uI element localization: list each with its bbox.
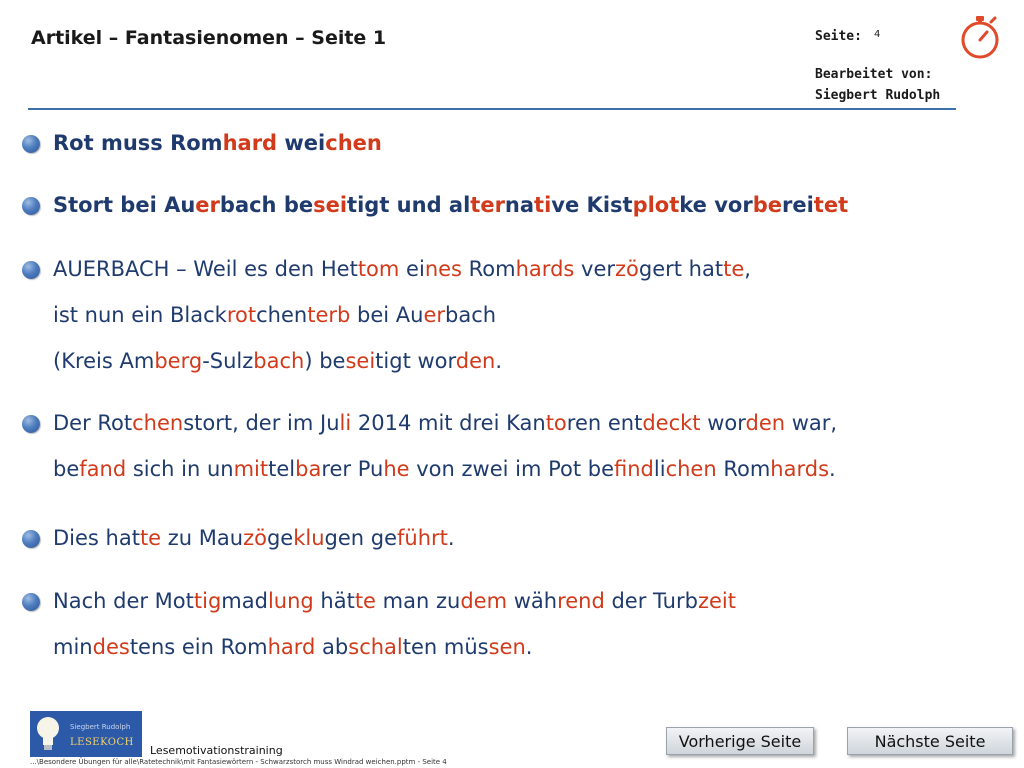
syllable-highlight: tig [193, 589, 222, 613]
syllable-text: 2014 mit drei Kan [351, 411, 546, 435]
syllable-text: ei [399, 257, 425, 281]
syllable-text: bei Au [350, 303, 424, 327]
syllable-highlight: rend [557, 589, 605, 613]
syllable-highlight: hard [222, 131, 278, 155]
syllable-highlight: berg [154, 349, 203, 373]
syllable-text: . [829, 457, 836, 481]
syllable-highlight: tom [357, 257, 400, 281]
syllable-highlight: be [752, 193, 782, 217]
syllable-text: der Turb [604, 589, 698, 613]
previous-page-button[interactable]: Vorherige Seite [666, 727, 814, 755]
syllable-text: man zu [375, 589, 461, 613]
syllable-text: wor [700, 411, 746, 435]
syllable-text: sich in un [126, 457, 234, 481]
syllable-highlight: lung [267, 589, 314, 613]
syllable-highlight: zö [243, 526, 267, 550]
paragraph-line [53, 130, 382, 156]
syllable-highlight: führt [397, 526, 448, 550]
syllable-highlight: er [423, 303, 446, 327]
paragraph-line [53, 456, 836, 482]
syllable-text: ren ent [566, 411, 643, 435]
syllable-highlight: ter [470, 193, 505, 217]
syllable-highlight: fand [79, 457, 127, 481]
syllable-text: Nach der Mot [53, 589, 194, 613]
syllable-text: Rot muss Rom [53, 131, 223, 155]
syllable-text: ver [574, 257, 616, 281]
syllable-text: ve Kist [551, 193, 633, 217]
syllable-text: von zwei im Pot be [409, 457, 615, 481]
next-page-button[interactable]: Nächste Seite [847, 727, 1013, 755]
syllable-text: . [495, 349, 503, 373]
syllable-text: -Sulz [202, 349, 254, 373]
logo-author: Siegbert Rudolph [70, 723, 131, 731]
lesekoch-logo [30, 711, 142, 757]
syllable-text: Der Rot [53, 411, 133, 435]
bullet-icon [22, 593, 40, 611]
bullet-icon [22, 415, 40, 433]
syllable-highlight: zö [615, 257, 639, 281]
paragraph-line [53, 348, 502, 374]
paragraph-line [53, 192, 848, 218]
syllable-text: tigt und al [347, 193, 471, 217]
syllable-text: ke vor [679, 193, 753, 217]
syllable-text: Dies hat [53, 526, 140, 550]
syllable-text: chen [256, 303, 308, 327]
edited-by-label: Bearbeitet von: [815, 67, 933, 82]
paragraph-line [53, 256, 751, 282]
syllable-text: ist nun ein Black [53, 303, 227, 327]
syllable-text: ten müs [402, 635, 489, 659]
page-number-label: Seite: [815, 29, 862, 44]
author-name: Siegbert Rudolph [815, 88, 941, 103]
bullet-icon [22, 135, 40, 153]
syllable-highlight: sei [345, 349, 376, 373]
header-divider [28, 108, 956, 110]
paragraph-line [53, 525, 455, 551]
syllable-text: wäh [507, 589, 558, 613]
syllable-highlight: deckt [642, 411, 701, 435]
syllable-text: tens ein Rom [129, 635, 268, 659]
syllable-highlight: er [195, 193, 220, 217]
paragraph-line [53, 302, 496, 328]
syllable-text: . [525, 635, 533, 659]
syllable-text: rer Pu [321, 457, 384, 481]
syllable-text: war, [785, 411, 838, 435]
syllable-text: tel [268, 457, 296, 481]
syllable-highlight: li [339, 411, 352, 435]
syllable-highlight: den [455, 349, 496, 373]
syllable-highlight: hards [770, 457, 830, 481]
syllable-text: bach be [219, 193, 314, 217]
syllable-text: rei [781, 193, 814, 217]
paragraph-line [53, 588, 736, 614]
syllable-highlight: find [614, 457, 654, 481]
syllable-text: . [447, 526, 455, 550]
syllable-highlight: terb [307, 303, 351, 327]
syllable-highlight: chen [665, 457, 717, 481]
stopwatch-icon[interactable] [957, 14, 1003, 60]
paragraph-line [53, 634, 532, 660]
syllable-highlight: bach [253, 349, 305, 373]
syllable-highlight: des [92, 635, 130, 659]
syllable-highlight: zeit [697, 589, 736, 613]
syllable-text: wei [277, 131, 326, 155]
syllable-text: Stort bei Au [53, 193, 196, 217]
syllable-text: be [53, 457, 80, 481]
syllable-highlight: hards [515, 257, 575, 281]
bullet-icon [22, 197, 40, 215]
page-title: Artikel – Fantasienomen – Seite 1 [31, 27, 387, 49]
syllable-text: mad [221, 589, 268, 613]
syllable-text: Rom [716, 457, 771, 481]
syllable-text: li [653, 457, 666, 481]
syllable-text: ge [266, 526, 294, 550]
syllable-highlight: den [745, 411, 786, 435]
syllable-text: gen ge [324, 526, 398, 550]
training-label: Lesemotivationstraining [150, 744, 283, 757]
bullet-icon [22, 530, 40, 548]
syllable-highlight: nes [424, 257, 462, 281]
syllable-text: tigt wor [375, 349, 456, 373]
syllable-highlight: rot [226, 303, 257, 327]
syllable-highlight: ba [295, 457, 322, 481]
syllable-text: stort, der im Ju [183, 411, 340, 435]
syllable-text: zu Mau [161, 526, 244, 550]
syllable-text: , [744, 257, 751, 281]
syllable-highlight: tet [813, 193, 849, 217]
syllable-text: ) be [304, 349, 346, 373]
syllable-highlight: sei [313, 193, 348, 217]
syllable-highlight: schal [348, 635, 403, 659]
syllable-highlight: he [383, 457, 410, 481]
syllable-text: min [53, 635, 93, 659]
page-number-value: 4 [874, 29, 881, 40]
syllable-highlight: chen [325, 131, 382, 155]
logo-wordmark: LESEKOCH [70, 737, 134, 748]
syllable-text: gert hat [638, 257, 724, 281]
file-path-label: ...\Besondere Übungen für alle\Ratetechnik\mit Fantasiewörtern - Schwarzstorch muss Windrad weichen.pptm - Seite 4 [30, 758, 447, 766]
syllable-text: hät [313, 589, 355, 613]
syllable-highlight: to [545, 411, 567, 435]
syllable-highlight: hard [267, 635, 316, 659]
bullet-icon [22, 261, 40, 279]
syllable-text: ab [315, 635, 349, 659]
syllable-highlight: te [723, 257, 745, 281]
syllable-text: (Kreis Am [53, 349, 155, 373]
syllable-highlight: klu [293, 526, 325, 550]
syllable-highlight: plot [632, 193, 680, 217]
syllable-highlight: sen [488, 635, 526, 659]
syllable-text: na [504, 193, 535, 217]
syllable-text: bach [445, 303, 497, 327]
syllable-highlight: te [354, 589, 376, 613]
lightbulb-icon [34, 715, 62, 753]
syllable-text: AUERBACH – Weil es den Het [53, 257, 358, 281]
syllable-highlight: ti [534, 193, 552, 217]
syllable-highlight: chen [132, 411, 184, 435]
paragraph-line [53, 410, 837, 436]
syllable-highlight: dem [460, 589, 508, 613]
syllable-text: Rom [461, 257, 516, 281]
syllable-highlight: te [139, 526, 162, 550]
syllable-highlight: mit [233, 457, 269, 481]
